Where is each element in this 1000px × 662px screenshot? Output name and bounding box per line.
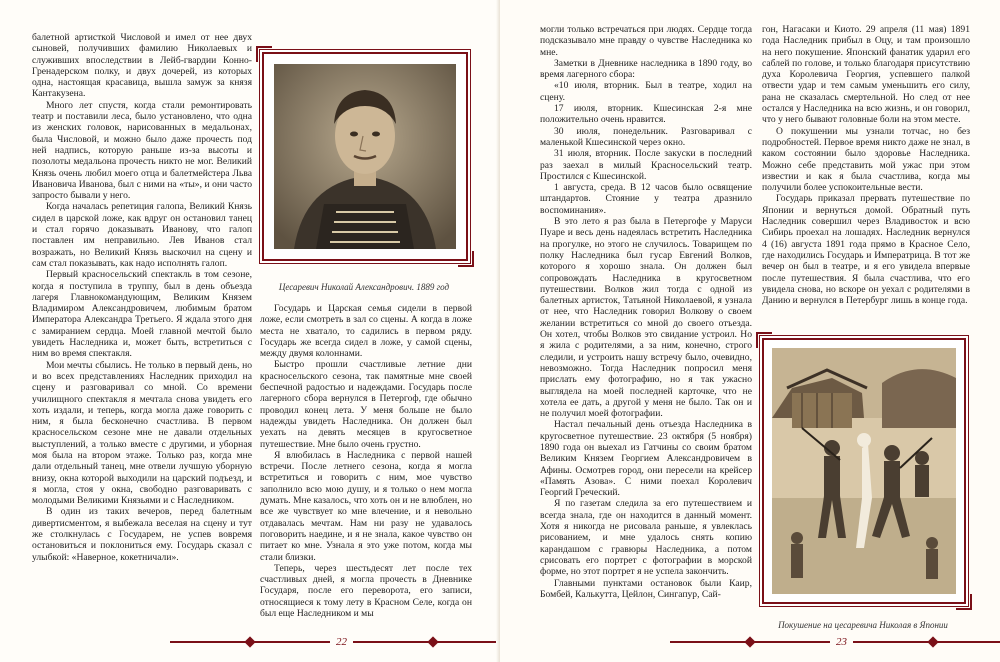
left-column-2 [260,303,472,619]
paragraph: Настал печальный день отъезда Наследника в кругосветное путешествие. 23 октября (5 ноября) 1890 года он выехал из Гатчины со своим братом Великим Князем Георгием Александровичем в Афины. Осмотрев город, они пересели на крейсер «Память Азова». С ними поехал Королевич Георгий Греческий. [540,419,752,499]
paragraph: В один из таких вечеров, перед балетным дивертисментом, я выбежала веселая на сцену и тут же столкнулась с Государем, не успев вовремя остановиться и поклониться ему. Государь сказал с улыбкой: «Наверное, кокетничали». [32,506,252,563]
paragraph: Государь приказал прервать путешествие по Японии и вернуться домой. Обратный путь Наследник совершил через Владивосток и всю Сибирь проехал на лошадях. Наследник вернулся 4 (16) августа 1891 года прямо в Красное Село, где находились Государь и Императрица. В тот же вечер он был в театре, и я его увидела впервые после путешествия. Я была счастлива, что его увидела снова, но вскоре он уехал с родителями в Данию и вернулся в Петербург лишь в конце года. [762,193,970,307]
right-column-2 [762,24,970,306]
illustration-caption: Покушение на цесаревича Николая в Японии [778,620,948,630]
paragraph: Заметки в Дневнике наследника в 1890 году, во время лагерного сбора: [540,57,752,81]
paragraph: Мои мечты сбылись. Не только в первый день, но и во всех представлениях Наследник приходил на сцену и разговаривал со мной. Со времени училищного спектакля я мечтала снова увидеть его хоть издали, и теперь, когда могла даже говорить с ним, я была бесконечно счастлива. В первом красносельском сезоне мне не давали отдельных выступлений, а только вместе с другими, и уборная моя была на втором этаже. Только раз, когда мне дали отдельный танец, мне отвели лучшую уборную внизу, окна которой выходили на царский подъезд, и я могла, стоя у окна, свободно разговаривать с молодыми Великими Князьями и с Наследником. [32,359,252,507]
paragraph: могли только встречаться при людях. Сердце тогда подсказывало мне правду о чувстве Наследника ко мне. [540,24,752,58]
right-page [500,0,1000,662]
right-column-1 [540,24,752,600]
paragraph: гон, Нагасаки и Киото. 29 апреля (11 мая) 1891 года Наследник прибыл в Оцу, и там произошло на него покушение. Японский фанатик ударил его саблей по голове, и только благодаря присутствию духа Королевича Георгия, успевшего палкой отвести удар и тем самым уменьшить его силу, рана не сказалась смертельной. Но след от нее остался у Наследника на всю жизнь, и он говорил, что у него бывают головные боли на этом месте. [762,24,970,126]
left-column-1 [32,32,252,563]
illustration-frame [762,338,966,604]
ornament-icon [853,637,1000,647]
paragraph: 31 июля, вторник. После закуски в последний раз заехал в милый Красносельский театр. Простился с Кшесинской. [540,148,752,182]
ornament-icon [670,637,830,647]
paragraph: Главными пунктами остановок были Каир, Бомбей, Калькутта, Цейлон, Сингапур, Сай- [540,577,752,600]
paragraph: Быстро прошли счастливые летние дни красносельского сезона, так памятные мне своей беспечной радостью и надеждами. Государь после лагерного сбора вернулся в Петергоф, где обычно проводил конец лета. У меня больше не было надежды увидеть Наследника. Он должен был уехать на девять месяцев в кругосветное путешествие. Мне было очень грустно. [260,359,472,450]
paragraph: 1 августа, среда. В 12 часов было освящение штандартов. Стояние у театра дразнило воспоминания». [540,182,752,216]
paragraph: балетной артисткой Числовой и имел от нее двух сыновей, получивших фамилию Николаевых и служивших впоследствии в Лейб-гвардии Конно-Гренадерском полку, и двух дочерей, из которых одна, настоящая красавица, вышла замуж за князя Кантакузена. [32,32,252,100]
ornament-icon [353,637,513,647]
paragraph: Много лет спустя, когда стали ремонтировать театр и поставили леса, было установлено, что одна из женских головок, нарисованных в медальонах, была Числовой, и можно было даже прочесть под ней надпись, которую раньше из-за высоты и позолоты медальона прочесть никто не мог. Великий Князь очень любил моего отца и балетмейстера Льва Ивановича Иванова, был с ними на «ты», и они часто запросто бывали у него. [32,99,252,202]
right-footer [670,636,1000,648]
paragraph: Теперь, через шестьдесят лет после тех счастливых дней, я могла прочесть в Дневнике Государя, после его переворота, его записи, относящиеся к тому лету в Красном Селе, когда он был еще Наследником и мы [260,562,472,620]
portrait-photo [274,64,456,249]
paragraph: Я по газетам следила за его путешествием и всегда знала, где он находится в данный момент. Хотя я никогда не рисовала раньше, я увлеклась рисованием, и мне удалось снять копию карандашом с гравюры Наследника, а потом срисовать его портрет с фотографии в морской форме, но этот портрет я не успела закончить. [540,498,752,578]
ornament-icon [170,637,330,647]
paragraph: Я влюбилась в Наследника с первой нашей встречи. После летнего сезона, когда я могла встретиться и говорить с ним, мое чувство заполнило всю мою душу, и я только о нем могла думать. Мне казалось, что хоть он и не влюблен, но все же чувствует ко мне влечение, и я невольно отдавалась мечтам. Нам ни разу не удавалось поговорить наедине, и я не знала, какое чувство он питает ко мне. Узнала я это уже потом, когда мы стали близки. [260,449,472,563]
left-footer [170,636,513,648]
paragraph: Государь и Царская семья сидели в первой ложе, если смотреть в зал со сцены. А когда в ложе места не хватало, то садились в первом ряду. Государь же всегда сидел в ложе, у самой сцены, между двумя колоннами. [260,303,472,360]
portrait-illustration [274,64,456,249]
paragraph: «10 июля, вторник. Был в театре, ходил на сцену. [540,80,752,103]
attack-illustration [772,348,956,594]
portrait-caption: Цесаревич Николай Александрович. 1889 год [278,282,450,292]
paragraph: Первый красносельский спектакль в том сезоне, когда я поступила в труппу, был в день объезда лагеря Главнокомандующим, Великим Князем Владимиром Александровичем, любимым братом Императора Александра Третьего. Я ждала этого дня с замиранием сердца. Моей главной мечтой было увидеть Наследника и, может быть, встретиться с ним во время спектакля. [32,269,252,360]
paragraph: Когда началась репетиция галопа, Великий Князь сидел в царской ложе, как вдруг он остановил танец и стал горячо доказывать Иванову, что галоп поставлен им неправильно. Лев Иванов стал возражать, но Великий Князь выскочил на сцену и сам стал показывать, как надо исполнять галоп. [32,201,252,269]
paragraph: В это лето я раз была в Петергофе у Маруси Пуаре и весь день надеялась встретить Наследника на прогулке, но этого не случилось. Товарищем по полку Наследника был гусар Евгений Волков, которого я хорошо знала. Он должен был сопровождать Наследника в кругосветном путешествии. Волков жил тогда с одной из балетных артисток, Татьяной Николаевой, я узнала от нее, что Наследник говорил Волкову о своем желании встретиться со мной до своего отъезда. Он хотел, чтобы Волков это свидание устроил. Но я жила с родителями, а за ним, конечно, строго следили, и устроить нашу встречу было, очевидно, невозможно. Тогда Наследник попросил меня прислать ему фотографию, но я так ужасно выглядела на моей последней карточке, что не хотела ее дать, а другой у меня не было. Так он и не получил моей фотографии. [540,216,752,420]
page-number: 23 [836,636,847,648]
paragraph: О покушении мы узнали тотчас, но без подробностей. Первое время никто даже не знал, в каком состоянии было здоровье Наследника. Можно себе представить мой ужас при этом известии и как я была счастлива, когда мы получили более успокоительные вести. [762,125,970,194]
paragraph: 30 июля, понедельник. Разговаривал с маленькой Кшесинской через окно. [540,125,752,148]
paragraph: 17 июля, вторник. Кшесинская 2-я мне положительно очень нравится. [540,103,752,126]
page-number: 22 [336,636,347,648]
portrait-frame [262,52,468,261]
illustration-image [772,348,956,594]
